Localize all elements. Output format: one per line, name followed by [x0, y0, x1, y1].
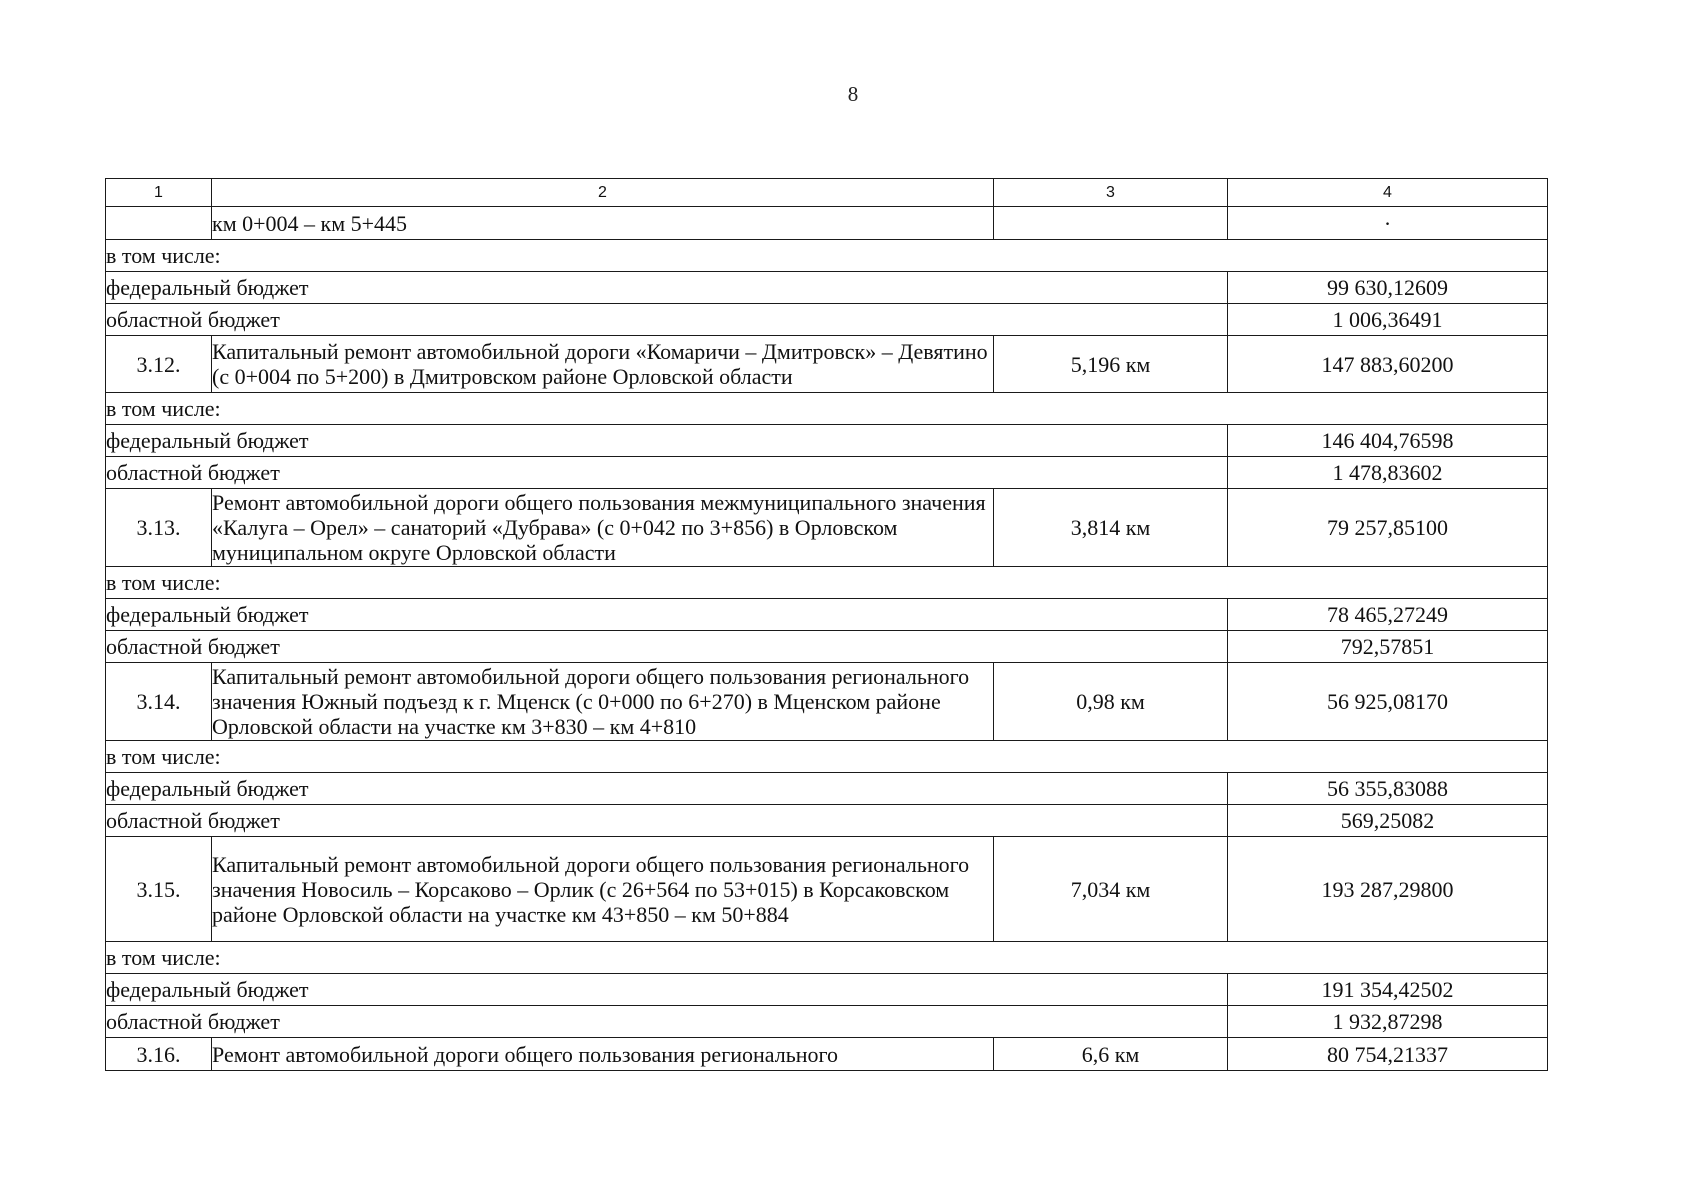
table-row [106, 663, 1548, 741]
item-number: 3.12. [106, 336, 212, 393]
item-sum: 147 883,60200 [1228, 336, 1548, 393]
item-sum: · [1228, 207, 1548, 240]
budget-label: федеральный бюджет [106, 272, 1228, 304]
item-length: 0,98 км [994, 663, 1228, 741]
item-sum: 79 257,85100 [1228, 489, 1548, 567]
item-sum: 80 754,21337 [1228, 1038, 1548, 1071]
column-header: 1 [106, 179, 212, 207]
road-repair-table [105, 178, 1548, 1071]
subtotal-label-row [106, 741, 1548, 773]
budget-value: 569,25082 [1228, 805, 1548, 837]
including-label: в том числе: [106, 393, 1548, 425]
column-header: 3 [994, 179, 1228, 207]
budget-label: федеральный бюджет [106, 773, 1228, 805]
item-sum: 193 287,29800 [1228, 837, 1548, 942]
subtotal-label-row [106, 567, 1548, 599]
budget-label: федеральный бюджет [106, 599, 1228, 631]
item-name: Капитальный ремонт автомобильной дороги «Комаричи – Дмитровск» – Девятино (с 0+004 по 5+200) в Дмитровском районе Орловской области [212, 336, 994, 393]
including-label: в том числе: [106, 741, 1548, 773]
including-label: в том числе: [106, 240, 1548, 272]
item-number: 3.14. [106, 663, 212, 741]
item-length: 5,196 км [994, 336, 1228, 393]
table-row [106, 1038, 1548, 1071]
budget-value: 78 465,27249 [1228, 599, 1548, 631]
column-number-header-row [106, 179, 1548, 207]
budget-label: областной бюджет [106, 1006, 1228, 1038]
item-number: 3.13. [106, 489, 212, 567]
subtotal-label-row [106, 942, 1548, 974]
subtotal-label-row [106, 240, 1548, 272]
budget-row [106, 631, 1548, 663]
budget-row [106, 773, 1548, 805]
table-row [106, 489, 1548, 567]
item-name: Ремонт автомобильной дороги общего пользования регионального [212, 1038, 994, 1071]
budget-value: 56 355,83088 [1228, 773, 1548, 805]
including-label: в том числе: [106, 567, 1548, 599]
budget-row [106, 425, 1548, 457]
table-row [106, 207, 1548, 240]
budget-label: областной бюджет [106, 457, 1228, 489]
item-number: 3.16. [106, 1038, 212, 1071]
table-row [106, 336, 1548, 393]
budget-row [106, 599, 1548, 631]
budget-label: областной бюджет [106, 805, 1228, 837]
item-sum: 56 925,08170 [1228, 663, 1548, 741]
column-header: 4 [1228, 179, 1548, 207]
budget-value: 191 354,42502 [1228, 974, 1548, 1006]
budget-value: 1 478,83602 [1228, 457, 1548, 489]
budget-value: 99 630,12609 [1228, 272, 1548, 304]
item-length: 6,6 км [994, 1038, 1228, 1071]
budget-label: областной бюджет [106, 631, 1228, 663]
page-number: 8 [847, 82, 859, 106]
including-label: в том числе: [106, 942, 1548, 974]
budget-label: областной бюджет [106, 304, 1228, 336]
budget-row [106, 974, 1548, 1006]
budget-value: 1 932,87298 [1228, 1006, 1548, 1038]
budget-row [106, 805, 1548, 837]
item-number [106, 207, 212, 240]
budget-label: федеральный бюджет [106, 974, 1228, 1006]
column-header: 2 [212, 179, 994, 207]
budget-row [106, 304, 1548, 336]
table-row [106, 837, 1548, 942]
budget-row [106, 1006, 1548, 1038]
item-number: 3.15. [106, 837, 212, 942]
budget-label: федеральный бюджет [106, 425, 1228, 457]
item-length [994, 207, 1228, 240]
item-name: км 0+004 – км 5+445 [212, 207, 994, 240]
item-length: 3,814 км [994, 489, 1228, 567]
budget-value: 792,57851 [1228, 631, 1548, 663]
budget-value: 146 404,76598 [1228, 425, 1548, 457]
budget-row [106, 457, 1548, 489]
item-name: Ремонт автомобильной дороги общего пользования межмуниципального значения «Калуга – Орел» – санаторий «Дубрава» (с 0+042 по 3+856) в Орловском муниципальном округе Орловской области [212, 489, 994, 567]
item-length: 7,034 км [994, 837, 1228, 942]
subtotal-label-row [106, 393, 1548, 425]
item-name: Капитальный ремонт автомобильной дороги общего пользования регионального значения Новосиль – Корсаково – Орлик (с 26+564 по 53+015) в Корсаковском районе Орловской области на участке км 43+850 – км 50+884 [212, 837, 994, 942]
item-name: Капитальный ремонт автомобильной дороги общего пользования регионального значения Южный подъезд к г. Мценск (с 0+000 по 6+270) в Мценском районе Орловской области на участке км 3+830 – км 4+810 [212, 663, 994, 741]
budget-row [106, 272, 1548, 304]
budget-value: 1 006,36491 [1228, 304, 1548, 336]
